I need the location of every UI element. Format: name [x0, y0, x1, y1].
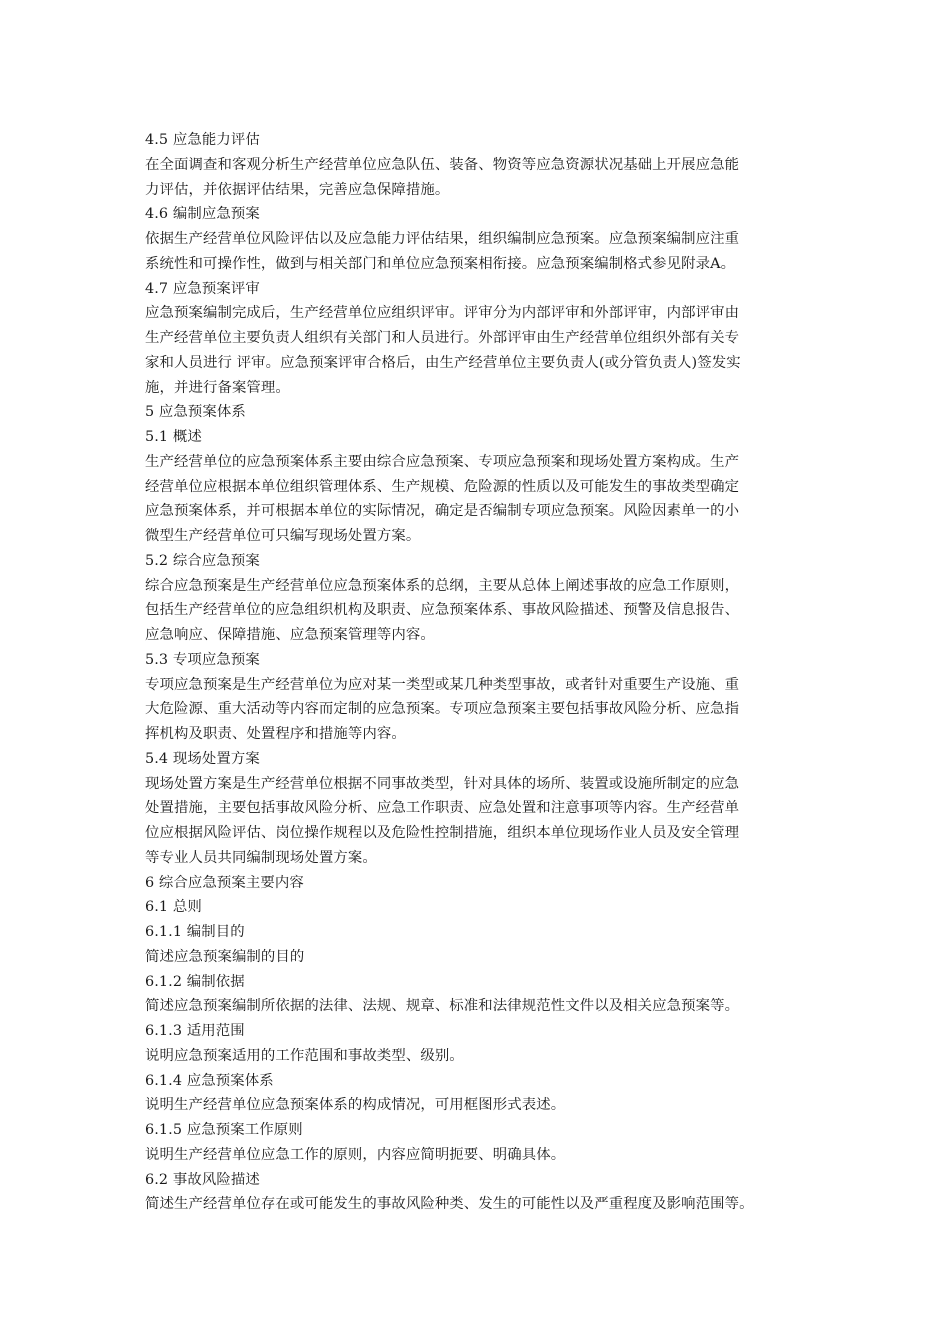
section-heading-6-1-2: 6.1.2 编制依据	[145, 973, 245, 990]
paragraph-line: 家和人员进行 评审。应急预案评审合格后，由生产经营单位主要负责人(或分管负责人)签发实	[145, 354, 741, 371]
document-page	[145, 128, 815, 1217]
paragraph-line: 专项应急预案是生产经营单位为应对某一类型或某几种类型事故，或者针对重要生产设施、重	[145, 676, 740, 693]
paragraph-line: 施，并进行备案管理。	[145, 379, 290, 396]
section-heading-5-1: 5.1 概述	[145, 429, 202, 445]
paragraph-line: 处置措施，主要包括事故风险分析、应急工作职责、应急处置和注意事项等内容。生产经营单	[145, 800, 740, 817]
paragraph-line: 微型生产经营单位可只编写现场处置方案。	[145, 528, 421, 544]
section-heading-6-2: 6.2 事故风险描述	[145, 1171, 260, 1188]
paragraph-line: 等专业人员共同编制现场处置方案。	[145, 849, 377, 866]
paragraph-line: 位应根据风险评估、岗位操作规程以及危险性控制措施，组织本单位现场作业人员及安全管理	[145, 825, 740, 841]
paragraph-line: 综合应急预案是生产经营单位应急预案体系的总纲，主要从总体上阐述事故的应急工作原则，	[145, 577, 740, 594]
paragraph-line: 简述应急预案编制的目的	[145, 948, 305, 965]
paragraph-line: 生产经营单位主要负责人组织有关部门和人员进行。外部评审由生产经营单位组织外部有关专	[145, 330, 740, 346]
paragraph-line: 大危险源、重大活动等内容而定制的应急预案。专项应急预案主要包括事故风险分析、应急指	[145, 701, 740, 718]
section-heading-6-1-4: 6.1.4 应急预案体系	[145, 1072, 274, 1089]
paragraph-line: 系统性和可操作性，做到与相关部门和单位应急预案相衔接。应急预案编制格式参见附录A。	[145, 255, 736, 272]
section-heading-6-1: 6.1 总则	[145, 899, 202, 916]
section-heading-5-3: 5.3 专项应急预案	[145, 651, 260, 668]
section-heading-6: 6 综合应急预案主要内容	[145, 874, 304, 891]
paragraph-line: 力评估，并依据评估结果，完善应急保障措施。	[145, 181, 450, 198]
paragraph-line: 应急预案体系，并可根据本单位的实际情况，确定是否编制专项应急预案。风险因素单一的小	[145, 503, 740, 520]
section-heading-4-6: 4.6 编制应急预案	[145, 206, 260, 223]
paragraph-line: 应急预案编制完成后，生产经营单位应组织评审。评审分为内部评审和外部评审，内部评审由	[145, 305, 740, 322]
paragraph-line: 包括生产经营单位的应急组织机构及职责、应急预案体系、事故风险描述、预警及信息报告、	[145, 602, 740, 619]
section-heading-4-7: 4.7 应急预案评审	[145, 280, 260, 297]
paragraph-line: 经营单位应根据本单位组织管理体系、生产规模、危险源的性质以及可能发生的事故类型确定	[145, 478, 740, 495]
paragraph-line: 简述生产经营单位存在或可能发生的事故风险种类、发生的可能性以及严重程度及影响范围等。	[145, 1196, 754, 1213]
section-heading-6-1-5: 6.1.5 应急预案工作原则	[145, 1122, 303, 1138]
paragraph-line: 现场处置方案是生产经营单位根据不同事故类型，针对具体的场所、装置或设施所制定的应急	[145, 775, 740, 792]
paragraph-line: 应急响应、保障措施、应急预案管理等内容。	[145, 627, 435, 643]
section-heading-6-1-3: 6.1.3 适用范围	[145, 1023, 245, 1039]
section-heading-5: 5 应急预案体系	[145, 404, 246, 421]
section-heading-6-1-1: 6.1.1 编制目的	[145, 924, 245, 940]
paragraph-line: 在全面调查和客观分析生产经营单位应急队伍、装备、物资等应急资源状况基础上开展应急能	[145, 156, 740, 173]
paragraph-line: 说明生产经营单位应急预案体系的构成情况，可用框图形式表述。	[145, 1097, 566, 1114]
paragraph-line: 说明生产经营单位应急工作的原则，内容应简明扼要、明确具体。	[145, 1146, 566, 1163]
paragraph-line: 说明应急预案适用的工作范围和事故类型、级别。	[145, 1047, 464, 1064]
section-heading-5-2: 5.2 综合应急预案	[145, 552, 260, 569]
paragraph-line: 依据生产经营单位风险评估以及应急能力评估结果，组织编制应急预案。应急预案编制应注重	[145, 231, 740, 247]
paragraph-line: 简述应急预案编制所依据的法律、法规、规章、标准和法律规范性文件以及相关应急预案等。	[145, 998, 740, 1015]
section-heading-4-5: 4.5 应急能力评估	[145, 132, 260, 148]
paragraph-line: 挥机构及职责、处置程序和措施等内容。	[145, 726, 406, 742]
section-heading-5-4: 5.4 现场处置方案	[145, 750, 260, 767]
paragraph-line: 生产经营单位的应急预案体系主要由综合应急预案、专项应急预案和现场处置方案构成。生产	[145, 453, 740, 470]
